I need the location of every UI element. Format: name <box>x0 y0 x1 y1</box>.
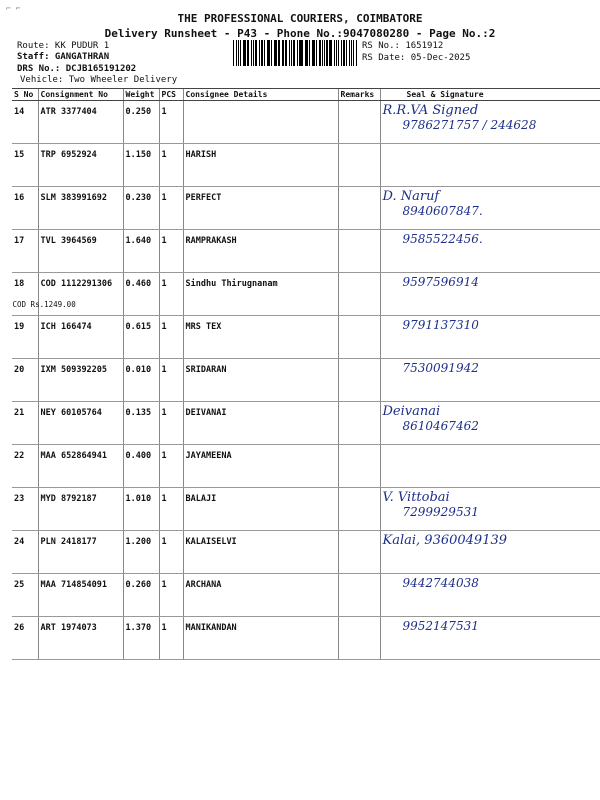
table-row <box>12 531 600 574</box>
cell-consignee-text: SRIDARAN <box>185 365 227 375</box>
cell-weight <box>123 617 159 660</box>
barcode-bar <box>351 40 352 66</box>
barcode-bar <box>282 40 283 66</box>
signature-text: Kalai, 9360049139 <box>382 533 508 548</box>
barcode-bar <box>306 40 307 66</box>
cell-consignment-text: PLN 2418177 <box>40 537 97 547</box>
signature-phone: 7299929531 <box>402 505 479 519</box>
staff-info: Staff: GANGATHRAN <box>17 52 110 62</box>
signature-phone: 8610467462 <box>402 419 479 433</box>
cell-pcs <box>159 230 183 273</box>
cell-seal <box>380 144 600 187</box>
cell-sno-text: 22 <box>14 451 25 461</box>
cell-pcs <box>159 273 183 316</box>
cell-remarks <box>338 187 380 230</box>
cell-weight <box>123 187 159 230</box>
table-row <box>12 574 600 617</box>
barcode-bar <box>305 40 306 66</box>
cell-sno-text: 21 <box>14 408 25 418</box>
barcode <box>233 40 358 66</box>
table-row <box>12 187 600 230</box>
barcode-bar <box>264 40 265 66</box>
signature-phone: 9442744038 <box>402 576 479 590</box>
cell-seal <box>380 531 600 574</box>
cell-consignee-text: RAMPRAKASH <box>185 236 237 246</box>
barcode-bar <box>299 40 300 66</box>
cell-consignee-text: BALAJI <box>185 494 217 504</box>
cod-amount: COD Rs.1249.00 <box>12 300 76 309</box>
cell-pcs-text: 1 <box>161 193 167 203</box>
signature-phone: 8940607847. <box>402 204 483 218</box>
cell-consignment-text: MAA 652864941 <box>40 451 108 461</box>
cell-consignment-text: TRP 6952924 <box>40 150 97 160</box>
cell-consignee-text: ARCHANA <box>185 580 222 590</box>
cell-consignment-text: ATR 3377404 <box>40 107 97 117</box>
cell-sno-text: 15 <box>14 150 25 160</box>
cell-pcs-text: 1 <box>161 451 167 461</box>
cell-consignee <box>183 316 338 359</box>
barcode-bar <box>271 40 272 66</box>
cell-weight <box>123 273 159 316</box>
cell-pcs <box>159 101 183 144</box>
cell-consignee <box>183 531 338 574</box>
cell-consignee <box>183 488 338 531</box>
cell-sno-text: 20 <box>14 365 25 375</box>
barcode-bar <box>291 40 292 66</box>
barcode-bar <box>286 40 287 66</box>
cell-sno <box>12 488 38 531</box>
barcode-bar <box>330 40 331 66</box>
cell-sno <box>12 617 38 660</box>
cell-weight-text: 0.400 <box>125 451 152 461</box>
cell-consignee <box>183 187 338 230</box>
barcode-bar <box>346 40 347 66</box>
cell-weight <box>123 402 159 445</box>
barcode-bar <box>356 40 357 66</box>
cell-weight-text: 0.010 <box>125 365 152 375</box>
cell-consignee <box>183 359 338 402</box>
signature-text: R.R.VA Signed <box>382 103 479 118</box>
cell-consignment <box>38 488 123 531</box>
cell-weight-text: 0.460 <box>125 279 152 289</box>
cell-pcs-text: 1 <box>161 107 167 117</box>
cell-weight-text: 0.230 <box>125 193 152 203</box>
cell-pcs-text: 1 <box>161 150 167 160</box>
cell-sno <box>12 144 38 187</box>
cell-remarks <box>338 101 380 144</box>
cell-seal <box>380 488 600 531</box>
cell-consignment-text: TVL 3964569 <box>40 236 97 246</box>
cell-consignee <box>183 230 338 273</box>
barcode-bar <box>278 40 280 66</box>
cell-pcs <box>159 488 183 531</box>
cell-consignment <box>38 531 123 574</box>
cell-sno <box>12 187 38 230</box>
col-pcs: PCS <box>159 89 183 101</box>
cell-seal <box>380 101 600 144</box>
table-row <box>12 273 600 316</box>
table-row <box>12 402 600 445</box>
cell-pcs-text: 1 <box>161 279 167 289</box>
cell-consignment <box>38 187 123 230</box>
barcode-bar <box>247 40 248 66</box>
cell-remarks <box>338 359 380 402</box>
cell-pcs <box>159 402 183 445</box>
cell-sno <box>12 402 38 445</box>
cell-weight <box>123 531 159 574</box>
cell-weight <box>123 359 159 402</box>
cell-pcs-text: 1 <box>161 365 167 375</box>
barcode-bar <box>322 40 323 66</box>
cell-remarks <box>338 144 380 187</box>
cell-consignee-text: JAYAMEENA <box>185 451 232 461</box>
cell-weight-text: 0.135 <box>125 408 152 418</box>
cell-remarks <box>338 617 380 660</box>
cell-pcs-text: 1 <box>161 537 167 547</box>
cell-sno-text: 26 <box>14 623 25 633</box>
cell-remarks <box>338 531 380 574</box>
barcode-bar <box>319 40 321 66</box>
cell-remarks <box>338 316 380 359</box>
table-row <box>12 230 600 273</box>
vehicle-info: Vehicle: Two Wheeler Delivery <box>20 75 178 85</box>
cell-pcs <box>159 445 183 488</box>
drs-info: DRS No.: DCJB165191202 <box>17 64 137 74</box>
barcode-bar <box>261 40 263 66</box>
col-seal: Seal & Signature <box>380 89 600 101</box>
cell-seal <box>380 187 600 230</box>
cell-consignment <box>38 402 123 445</box>
cell-sno <box>12 574 38 617</box>
table-row <box>12 617 600 660</box>
cell-weight-text: 1.640 <box>125 236 152 246</box>
barcode-bar <box>289 40 290 66</box>
cell-sno-text: 16 <box>14 193 25 203</box>
cell-pcs-text: 1 <box>161 494 167 504</box>
cell-weight <box>123 144 159 187</box>
cell-consignment-text: MYD 8792187 <box>40 494 97 504</box>
cell-consignee <box>183 617 338 660</box>
cell-sno <box>12 101 38 144</box>
cell-weight-text: 0.260 <box>125 580 152 590</box>
cell-consignment-text: MAA 714854091 <box>40 580 108 590</box>
cell-consignment-text: ICH 166474 <box>40 322 92 332</box>
rs-number: RS No.: 1651912 <box>362 41 444 51</box>
cell-consignment <box>38 230 123 273</box>
signature-phone: 9585522456. <box>402 232 483 246</box>
signature-text: Deivanai <box>382 404 441 419</box>
cell-pcs-text: 1 <box>161 236 167 246</box>
barcode-bar <box>233 40 234 66</box>
cell-pcs <box>159 144 183 187</box>
barcode-bar <box>251 40 252 66</box>
cell-seal <box>380 316 600 359</box>
cell-sno-text: 14 <box>14 107 25 117</box>
table-row <box>12 101 600 144</box>
barcode-bar <box>236 40 237 66</box>
cell-weight <box>123 445 159 488</box>
cell-sno-text: 24 <box>14 537 25 547</box>
cell-consignment-text: NEY 60105764 <box>40 408 102 418</box>
cell-weight <box>123 101 159 144</box>
cell-sno <box>12 359 38 402</box>
cell-consignment <box>38 359 123 402</box>
cell-seal <box>380 273 600 316</box>
barcode-bar <box>300 40 302 66</box>
barcode-bar <box>349 40 350 66</box>
cell-consignment <box>38 316 123 359</box>
barcode-bar <box>341 40 342 66</box>
cell-weight-text: 1.370 <box>125 623 152 633</box>
barcode-bar <box>329 40 330 66</box>
cell-weight <box>123 574 159 617</box>
cell-pcs-text: 1 <box>161 408 167 418</box>
cell-sno-text: 19 <box>14 322 25 332</box>
cell-pcs-text: 1 <box>161 322 167 332</box>
cell-weight-text: 1.150 <box>125 150 152 160</box>
cell-consignee-text: DEIVANAI <box>185 408 227 418</box>
cell-weight <box>123 230 159 273</box>
cell-consignee <box>183 273 338 316</box>
cell-remarks <box>338 445 380 488</box>
barcode-bar <box>293 40 294 66</box>
cell-weight-text: 1.200 <box>125 537 152 547</box>
barcode-bar <box>338 40 339 66</box>
route-info: Route: KK PUDUR 1 <box>17 41 110 51</box>
cell-consignment-text: SLM 383991692 <box>40 193 108 203</box>
runsheet-subtitle: Delivery Runsheet - P43 - Phone No.:9047080280 - Page No.:2 <box>104 27 496 40</box>
col-weight: Weight <box>123 89 159 101</box>
cell-sno-text: 25 <box>14 580 25 590</box>
barcode-bar <box>316 40 317 66</box>
cell-weight <box>123 316 159 359</box>
cell-seal <box>380 574 600 617</box>
cell-consignment-text: COD 1112291306 <box>40 279 113 289</box>
cell-pcs-text: 1 <box>161 580 167 590</box>
cell-seal <box>380 617 600 660</box>
cell-consignee <box>183 144 338 187</box>
table-row <box>12 488 600 531</box>
cell-weight-text: 1.010 <box>125 494 152 504</box>
cell-consignee-text: MRS TEX <box>185 322 222 332</box>
cell-consignee <box>183 402 338 445</box>
cell-consignment <box>38 617 123 660</box>
cell-sno-text: 17 <box>14 236 25 246</box>
cell-seal <box>380 359 600 402</box>
cell-remarks <box>338 273 380 316</box>
cell-pcs <box>159 359 183 402</box>
cell-remarks <box>338 574 380 617</box>
company-title: THE PROFESSIONAL COURIERS, COIMBATORE <box>177 12 423 25</box>
signature-text: V. Vittobai <box>382 490 450 505</box>
table-header <box>12 89 600 101</box>
col-remarks: Remarks <box>338 89 380 101</box>
signature-text: D. Naruf <box>382 189 440 204</box>
col-sno: S No <box>12 89 38 101</box>
cell-consignment <box>38 445 123 488</box>
cell-sno-text: 18 <box>14 279 25 289</box>
cell-remarks <box>338 230 380 273</box>
cell-remarks <box>338 488 380 531</box>
cell-seal <box>380 445 600 488</box>
col-consignee: Consignee Details <box>183 89 338 101</box>
cell-consignment-text: ART 1974073 <box>40 623 97 633</box>
signature-phone: 9786271757 / 244628 <box>402 118 537 132</box>
table-row <box>12 359 600 402</box>
barcode-bar <box>243 40 245 66</box>
cell-seal <box>380 230 600 273</box>
cell-consignment-text: IXM 509392205 <box>40 365 108 375</box>
cell-pcs <box>159 316 183 359</box>
cell-pcs <box>159 617 183 660</box>
barcode-bar <box>267 40 268 66</box>
barcode-bar <box>275 40 276 66</box>
barcode-bar <box>253 40 254 66</box>
cell-sno <box>12 445 38 488</box>
cell-consignment <box>38 574 123 617</box>
barcode-bar <box>268 40 269 66</box>
barcode-bar <box>353 40 354 66</box>
barcode-bar <box>309 40 310 66</box>
barcode-bar <box>334 40 335 66</box>
cell-consignee-text: Sindhu Thirugnanam <box>185 279 278 289</box>
cell-pcs <box>159 531 183 574</box>
cell-sno <box>12 316 38 359</box>
signature-phone: 7530091942 <box>402 361 479 375</box>
cell-consignment <box>38 144 123 187</box>
barcode-bar <box>259 40 260 66</box>
cell-consignment <box>38 101 123 144</box>
cell-remarks <box>338 402 380 445</box>
barcode-bar <box>274 40 275 66</box>
cell-consignee <box>183 574 338 617</box>
signature-phone: 9791137310 <box>402 318 479 332</box>
cell-pcs <box>159 574 183 617</box>
cell-weight-text: 0.250 <box>125 107 152 117</box>
cell-sno <box>12 273 38 316</box>
cell-consignee-text: PERFECT <box>185 193 222 203</box>
barcode-bar <box>240 40 241 66</box>
cell-weight <box>123 488 159 531</box>
cell-seal <box>380 402 600 445</box>
barcode-bar <box>326 40 327 66</box>
cell-consignee-text: KALAISELVI <box>185 537 237 547</box>
barcode-bar <box>336 40 337 66</box>
table-row <box>12 144 600 187</box>
table-row <box>12 316 600 359</box>
barcode-bar <box>312 40 313 66</box>
cell-consignee <box>183 101 338 144</box>
barcode-bar <box>255 40 256 66</box>
cell-consignee-text: MANIKANDAN <box>185 623 237 633</box>
cell-weight-text: 0.615 <box>125 322 152 332</box>
rs-date: RS Date: 05-Dec-2025 <box>362 53 471 63</box>
barcode-bar <box>313 40 314 66</box>
cell-pcs <box>159 187 183 230</box>
table-row <box>12 445 600 488</box>
barcode-bar <box>238 40 239 66</box>
runsheet-table <box>12 88 600 660</box>
cell-sno <box>12 531 38 574</box>
barcode-bar <box>343 40 345 66</box>
cell-consignee-text: HARISH <box>185 150 217 160</box>
corner-mark: ⌐ ⌐ <box>6 4 21 13</box>
signature-phone: 9952147531 <box>402 619 479 633</box>
barcode-bar <box>285 40 286 66</box>
cell-consignee <box>183 445 338 488</box>
cell-sno-text: 23 <box>14 494 25 504</box>
signature-phone: 9597596914 <box>402 275 479 289</box>
barcode-bar <box>297 40 298 66</box>
barcode-bar <box>248 40 249 66</box>
col-consignment: Consignment No <box>38 89 123 101</box>
cell-pcs-text: 1 <box>161 623 167 633</box>
barcode-bar <box>324 40 325 66</box>
cell-sno <box>12 230 38 273</box>
